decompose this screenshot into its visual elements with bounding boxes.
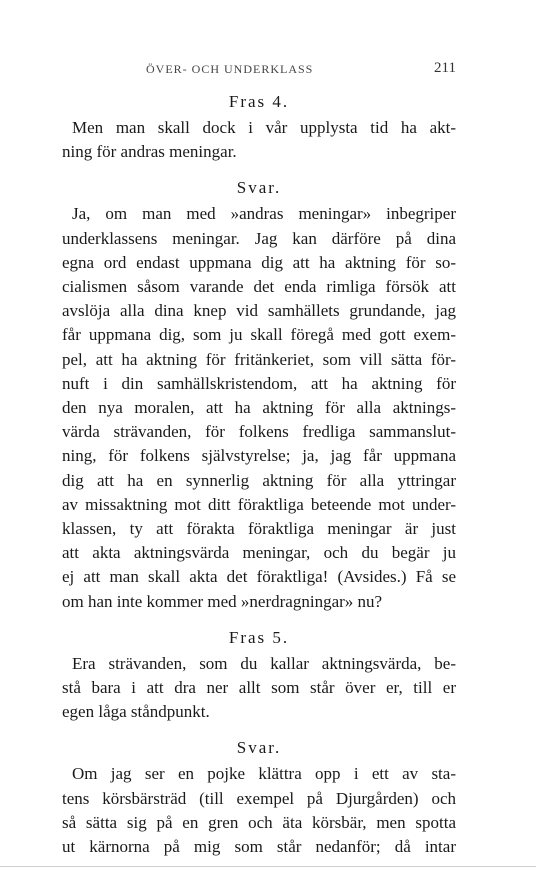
running-head bbox=[60, 62, 460, 82]
text-line: ning för andras meningar. bbox=[62, 142, 237, 162]
page-number: 211 bbox=[434, 60, 456, 76]
text-line: klassen, ty att förakta föraktliga meningar är just bbox=[62, 519, 456, 539]
paragraph-fras-4 bbox=[62, 116, 456, 164]
section-heading-fras-4: Fras 4. bbox=[228, 92, 290, 111]
text-line: av missaktning mot ditt föraktliga beteende mot under- bbox=[62, 494, 456, 514]
text-line: Om jag ser en pojke klättra opp i ett av sta- bbox=[72, 764, 456, 784]
running-title: ÖVER- OCH UNDERKLASS bbox=[146, 62, 314, 76]
text-line: att akta aktningsvärda meningar, och du begär ju bbox=[62, 543, 456, 563]
text-line: den nya moralen, att ha aktning för alla aktnings- bbox=[62, 398, 456, 418]
text-line: cialismen såsom varande det enda rimliga försök att bbox=[62, 277, 456, 297]
text-line: ning, för folkens självstyrelse; ja, jag får uppmana bbox=[62, 446, 456, 466]
text-line: Men man skall dock i vår upplysta tid ha akt- bbox=[72, 118, 456, 137]
text-line: pel, att ha aktning för fritänkeriet, som vill sätta för- bbox=[62, 349, 456, 369]
paragraph-svar-2 bbox=[62, 762, 456, 859]
paragraph-fras-5 bbox=[62, 652, 456, 725]
text-line: ej att man skall akta det föraktliga! (Avsides.) Få se bbox=[62, 567, 456, 587]
section-heading-svar-1: Svar. bbox=[236, 178, 282, 198]
text-line: Ja, om man med »andras meningar» inbegriper bbox=[72, 204, 456, 224]
text-line: får uppmana dig, som ju skall föregå med gott exem- bbox=[62, 325, 456, 345]
text-line: egna ord endast uppmana dig att ha aktning för so- bbox=[62, 252, 456, 272]
text-line: nuft i din samhällskristendom, att ha aktning för bbox=[62, 373, 456, 393]
text-line: Era strävanden, som du kallar aktningsvärda, be- bbox=[72, 653, 456, 673]
text-line: stå bara i att dra ner allt som står över er, till er bbox=[62, 678, 456, 698]
body-text bbox=[62, 90, 456, 859]
page-bottom-edge bbox=[0, 866, 536, 867]
text-line: underklassens meningar. Jag kan därföre på dina bbox=[62, 228, 456, 248]
text-line: dig att ha en synnerlig aktning för alla yttringar bbox=[62, 470, 456, 490]
section-heading-svar-2: Svar. bbox=[236, 738, 282, 758]
text-line: värda strävanden, för folkens fredliga sammanslut- bbox=[62, 422, 456, 442]
text-line: tens körsbärsträd (till exempel på Djurgården) och bbox=[62, 788, 456, 808]
text-line: avslöja alla dina knep vid samhällets grundande, jag bbox=[62, 301, 456, 321]
paragraph-svar-1 bbox=[62, 202, 456, 613]
text-line: så sätta sig på en gren och äta körsbär, men spotta bbox=[62, 812, 456, 832]
text-line: om han inte kommer med »nerdragningar» nu? bbox=[62, 591, 383, 611]
text-line: ut kärnorna på mig som står nedanför; då intar bbox=[62, 837, 456, 857]
text-line: egen låga ståndpunkt. bbox=[62, 702, 210, 722]
section-heading-fras-5: Fras 5. bbox=[228, 627, 290, 647]
